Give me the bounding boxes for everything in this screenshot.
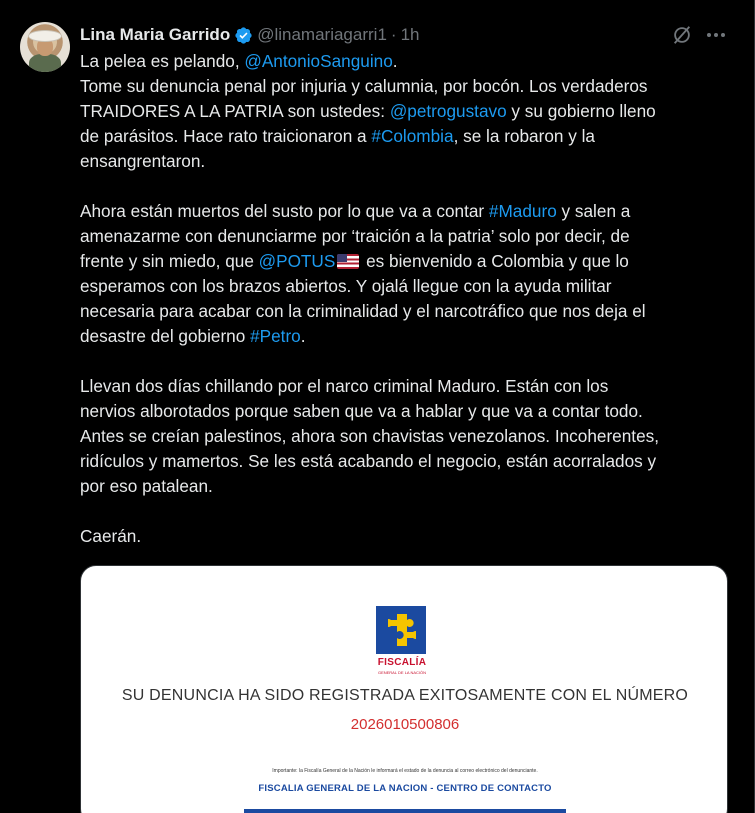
tweet-text — [80, 49, 740, 549]
logo-text: FISCALÍA — [377, 657, 427, 668]
handle[interactable]: @linamariagarri1 — [257, 25, 387, 44]
mention-antoniosanguino[interactable]: @AntonioSanguino — [244, 51, 393, 71]
text-line — [80, 324, 740, 349]
mention-petrogustavo[interactable]: @petrogustavo — [389, 101, 507, 121]
more-dot — [721, 33, 725, 37]
text-span: La pelea es pelando, — [80, 51, 245, 71]
text-line — [80, 199, 740, 224]
text-span: . — [300, 326, 306, 346]
text-line: necesaria para acabar con la criminalidad y el narcotráfico que nos deja el — [80, 301, 646, 321]
text-line — [80, 99, 740, 124]
display-name[interactable]: Lina Maria Garrido — [80, 25, 231, 44]
paragraph-gap — [80, 349, 740, 374]
text-line: Tome su denuncia penal por injuria y calumnia, por bocón. Los verdaderos — [80, 76, 648, 96]
hashtag-maduro[interactable]: #Maduro — [488, 201, 557, 221]
logo-subtitle: GENERAL DE LA NACIÓN — [377, 670, 427, 675]
case-number: 2026010500806 — [350, 716, 460, 733]
hashtag-petro[interactable]: #Petro — [250, 326, 301, 346]
text-line: por eso patalean. — [80, 476, 213, 496]
text-line: amenazarme con denunciarme por ‘traición a la patria’ solo por decir, de — [80, 226, 630, 246]
text-span: TRAIDORES A LA PATRIA son ustedes: — [80, 101, 390, 121]
contact-center-title: FISCALIA GENERAL DE LA NACION - CENTRO DE CONTACTO — [258, 783, 552, 794]
tweet-header — [80, 24, 420, 46]
text-line: ridículos y mamertos. Se les está acabando el negocio, están acorralados y — [80, 451, 657, 471]
important-note: Importante: la Fiscalía General de la Nación le informará el estado de la denuncia al correo electrónico del denunciante. — [272, 768, 538, 774]
text-line: Antes se creían palestinos, ahora son chavistas venezolanos. Incoherentes, — [80, 426, 659, 446]
paragraph-gap — [80, 499, 740, 524]
text-span: frente y sin miedo, que — [80, 251, 259, 271]
text-line: esperamos con los brazos abiertos. Y ojalá llegue con la ayuda militar — [80, 276, 612, 296]
text-span: es bienvenido a Colombia y que lo — [361, 251, 629, 271]
puzzle-piece-icon — [388, 612, 416, 648]
separator-dot: · — [390, 25, 397, 44]
text-line — [80, 49, 740, 74]
hashtag-colombia[interactable]: #Colombia — [371, 126, 454, 146]
verified-badge-icon[interactable] — [234, 26, 253, 45]
avatar[interactable] — [20, 22, 70, 72]
mention-potus[interactable]: @POTUS — [258, 251, 336, 271]
text-line: Caerán. — [80, 526, 142, 546]
fiscalia-logo-icon — [374, 606, 432, 676]
text-span: de parásitos. Hace rato traicionaron a — [80, 126, 372, 146]
grok-icon[interactable] — [671, 24, 693, 46]
tweet-media-image[interactable] — [80, 565, 728, 813]
blue-bar — [244, 809, 566, 813]
paragraph-gap — [80, 174, 740, 199]
more-dot — [707, 33, 711, 37]
text-span: Ahora están muertos del susto por lo que va a contar — [80, 201, 489, 221]
text-line: nervios alborotados porque saben que va a hablar y que va a contar todo. — [80, 401, 643, 421]
timestamp[interactable]: 1h — [400, 25, 420, 44]
avatar-hat — [28, 30, 62, 42]
more-icon[interactable] — [705, 24, 727, 46]
avatar-body — [29, 54, 61, 72]
text-line: Llevan dos días chillando por el narco criminal Maduro. Están con los — [80, 376, 609, 396]
registered-message: SU DENUNCIA HA SIDO REGISTRADA EXITOSAMENTE CON EL NÚMERO — [121, 687, 689, 704]
text-span: y salen a — [556, 201, 631, 221]
us-flag-icon — [337, 254, 359, 269]
more-dot — [714, 33, 718, 37]
text-line — [80, 249, 740, 274]
text-line: ensangrentaron. — [80, 151, 206, 171]
text-span: . — [392, 51, 398, 71]
text-span: desastre del gobierno — [80, 326, 251, 346]
text-span: , se la robaron y la — [453, 126, 595, 146]
logo-box — [376, 606, 426, 654]
text-span: y su gobierno lleno — [506, 101, 656, 121]
text-line — [80, 124, 740, 149]
